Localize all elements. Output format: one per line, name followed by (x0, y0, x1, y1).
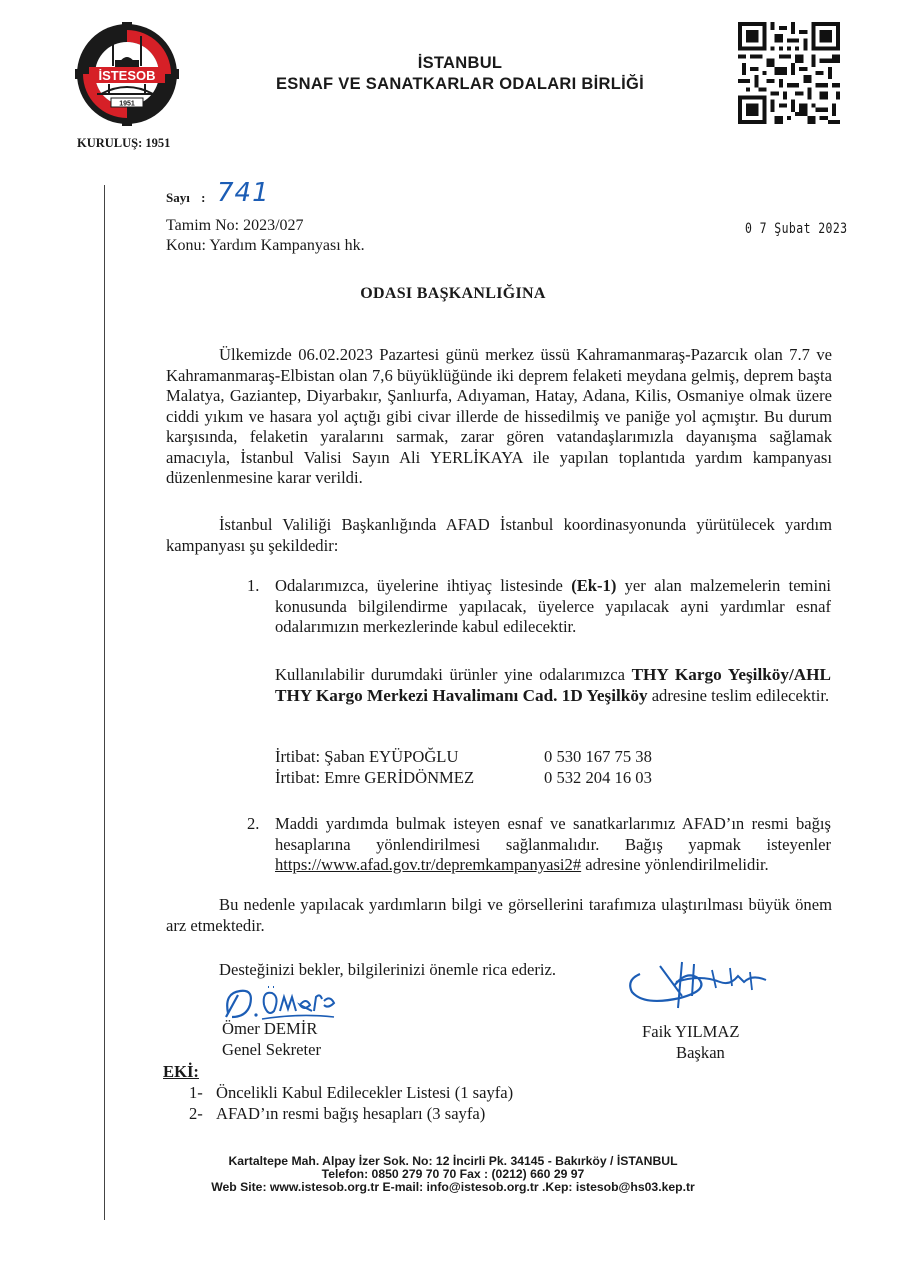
delivery-text-a: Kullanılabilir durumdaki ürünler yine odalarımızca (275, 665, 632, 684)
item-2-number: 2. (247, 814, 260, 833)
afad-campaign-link[interactable]: https://www.afad.gov.tr/depremkampanyasi2# (275, 855, 582, 874)
attachment-2-number: 2- (189, 1104, 203, 1123)
delivery-address: THY Kargo Yeşilköy/AHL THY Kargo Merkezi Havalimanı Cad. 1D Yeşilköy (275, 665, 831, 705)
margin-line (104, 185, 105, 1220)
left-signature-text (222, 983, 275, 987)
date-stamp: 0 7 Şubat 2023 (745, 221, 848, 237)
org-line-2: ESNAF VE SANATKARLAR ODALARI BİRLİĞİ (276, 75, 644, 93)
paragraph-1: Ülkemizde 06.02.2023 Pazartesi günü merkez üssü Kahramanmaraş-Pazarcık olan 7.7 ve Kahramanmaraş-Elbistan olan 7,6 büyüklüğünde iki deprem felaketi meydana gelmiş, deprem başta Malatya, Gaziantep, Diyarbakır, Şanlıurfa, Adıyaman, Hatay, Adana, Kilis, Osmaniye olmak üzere ciddi yıkım ve hasara yol açtığı gibi civar illerde de hissedilmiş ve paniğe yol açmıştır. Bu durum karşısında, felaketin yaralarını sarmak, zarar gören vatandaşlarımızla dayanışma sağlamak amacıyla, İstanbul Valisi Sayın Ali YERLİKAYA ile yapılan toplantıda yardım kampanyası düzenlenmesine karar verildi. (166, 345, 832, 487)
tamim-no: Tamim No: 2023/027 (166, 217, 304, 234)
attachment-1-text: Öncelikli Kabul Edilecekler Listesi (1 sayfa) (216, 1083, 514, 1102)
sayi-handwritten: 741 (217, 178, 270, 208)
left-signer-title: Genel Sekreter (222, 1040, 322, 1059)
contact-2-phone: 0 532 204 16 03 (544, 768, 652, 787)
qr-code (738, 21, 840, 125)
item-1-text-a: Odalarımızca, üyelerine ihtiyaç listesinde (275, 576, 572, 595)
left-signer-name: Ömer DEMİR (222, 1019, 318, 1038)
item-2-text-c: adresine yönlendirilmelidir. (581, 855, 769, 874)
item-1-text (275, 576, 831, 638)
recipient-heading: ODASI BAŞKANLIĞINA (360, 285, 546, 302)
item-2-text (275, 814, 831, 876)
item-1-number: 1. (247, 576, 260, 595)
right-signer-title: Başkan (676, 1043, 725, 1062)
right-signer-name: Faik YILMAZ (642, 1022, 740, 1041)
istesob-logo (75, 22, 179, 126)
attachments-label: EKİ: (163, 1062, 199, 1081)
closing-sentence: Desteğinizi bekler, bilgilerinizi önemle rica ederiz. (219, 960, 557, 979)
sayi-row (166, 190, 205, 206)
footer-address: Kartaltepe Mah. Alpay İzer Sok. No: 12 İncirli Pk. 34145 - Bakırköy / İSTANBUL (228, 1154, 678, 1168)
attachment-1-number: 1- (189, 1083, 203, 1102)
paragraph-3: Bu nedenle yapılacak yardımların bilgi ve görsellerini tarafımıza ulaştırılması büyük önem arz etmektedir. (166, 895, 832, 935)
contact-2-name: İrtibat: Emre GERİDÖNMEZ (275, 768, 475, 787)
item-1-text-c: yer alan malzemelerin temini konusunda bilgilendirme yapılacak, üyelerce yapılacak ayni yardımlar esnaf odalarımızın merkezlerinde kabul edilecektir. (275, 576, 831, 636)
contact-1-phone: 0 530 167 75 38 (544, 747, 652, 766)
item-1-delivery (275, 665, 831, 706)
logo-year: 1951 (119, 100, 135, 108)
paragraph-2: İstanbul Valiliği Başkanlığında AFAD İstanbul koordinasyonunda yürütülecek yardım kampanyası şu şekildedir: (166, 515, 832, 555)
konu: Konu: Yardım Kampanyası hk. (166, 237, 365, 254)
contact-1-name: İrtibat: Şaban EYÜPOĞLU (275, 747, 459, 766)
attachment-2-text: AFAD’ın resmi bağış hesapları (3 sayfa) (216, 1104, 486, 1123)
left-signature (222, 983, 337, 1023)
delivery-text-c: adresine teslim edilecektir. (647, 685, 830, 705)
footer-phone: Telefon: 0850 279 70 70 Fax : (0212) 660 29 97 (321, 1167, 585, 1181)
footer-web: Web Site: www.istesob.org.tr E-mail: info@istesob.org.tr .Kep: istesob@hs03.kep.tr (211, 1180, 695, 1194)
sayi-colon: : (201, 190, 206, 205)
founded-label: KURULUŞ: 1951 (77, 136, 171, 150)
item-1-ek: (Ek-1) (571, 576, 617, 595)
right-signature (620, 952, 770, 1017)
item-2-text-a: Maddi yardımda bulmak isteyen esnaf ve sanatkarlarımız AFAD’ın resmi bağış hesaplarına yönlendirilmesi sağlanmalıdır. Bağış yapmak isteyenler (275, 814, 831, 854)
org-line-1: İSTANBUL (417, 54, 503, 72)
sayi-label: Sayı (166, 190, 190, 205)
logo-text: İSTESOB (98, 68, 156, 83)
